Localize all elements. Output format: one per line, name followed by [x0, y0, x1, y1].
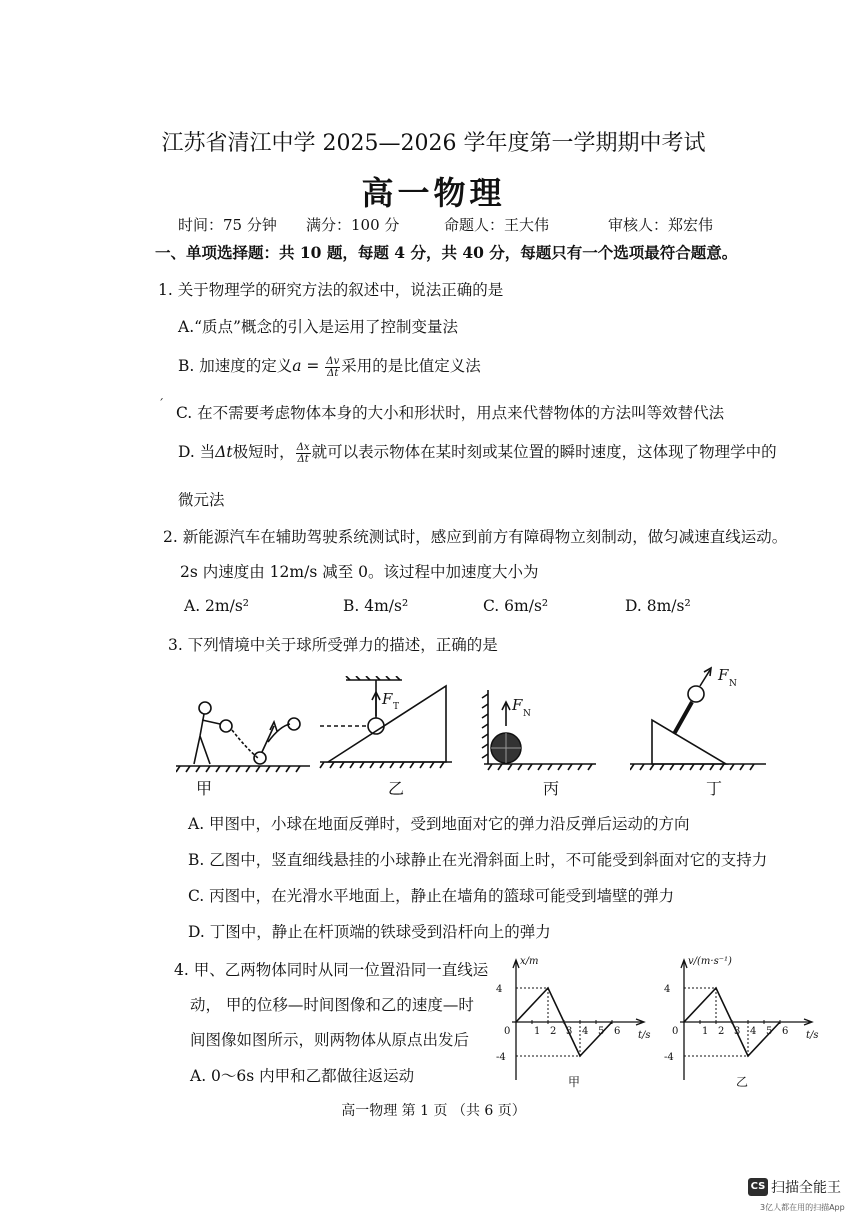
data-point [611, 1021, 613, 1023]
q1-c-mark: ˊ [158, 397, 164, 411]
q1-b-var: a [292, 357, 302, 375]
q4-option-a: A. 0～6s 内甲和乙都做往返运动 [190, 1067, 415, 1085]
figure-yi [318, 676, 452, 774]
data-point [579, 1055, 581, 1057]
exam-reviewer: 审核人：郑宏伟 [608, 216, 714, 234]
x-tick-label: 4 [582, 1026, 589, 1037]
x-tick-label: 1 [534, 1026, 541, 1037]
caption-yi: 乙 [388, 779, 405, 798]
q2-option-a: A. 2m/s² [184, 597, 249, 615]
q1-d-var: Δt [215, 443, 233, 461]
exam-time: 时间：75 分钟 [178, 216, 277, 234]
figure-jia [176, 686, 310, 774]
scanner-stamp [748, 1176, 841, 1197]
q4-line2: 动， 甲的位移—时间图像和乙的速度—时 [190, 996, 474, 1014]
scanner-name: 扫描全能王 [771, 1179, 841, 1196]
q1-d-fraction [296, 442, 311, 465]
graph-yi [660, 952, 832, 1092]
caption-bing: 丙 [543, 779, 560, 798]
data-point [747, 1055, 749, 1057]
data-point [515, 1021, 517, 1023]
q2-option-c: C. 6m/s² [483, 597, 549, 615]
q2-line2: 2s 内速度由 12m/s 减至 0。该过程中加速度大小为 [180, 563, 539, 581]
q4-line1: 4. 甲、乙两物体同时从同一位置沿同一直线运 [174, 961, 489, 979]
y-tick-label: 4 [496, 984, 503, 995]
x-axis-label: t/s [806, 1030, 819, 1041]
scanner-logo: CS [748, 1178, 768, 1196]
q3-stem: 3. 下列情境中关于球所受弹力的描述，正确的是 [168, 636, 498, 654]
q1-option-d-cont: 微元法 [178, 491, 225, 509]
exam-author: 命题人：王大伟 [444, 216, 550, 234]
x-axis-label: t/s [638, 1030, 651, 1041]
q1-b-den: Δt [327, 367, 339, 379]
label-fn-sub: N [523, 709, 531, 719]
x-tick-label: 6 [614, 1026, 621, 1037]
q1-b-suffix: 采用的是比值定义法 [341, 357, 481, 375]
label-fn-ding-sub: N [729, 679, 737, 689]
q2-line1: 2. 新能源汽车在辅助驾驶系统测试时，感应到前方有障碍物立刻制动，做匀减速直线运动。 [163, 528, 788, 546]
x-tick-label: 4 [750, 1026, 757, 1037]
q1-option-d [178, 440, 777, 465]
q1-b-fraction [325, 356, 340, 379]
q1-d-num: Δx [296, 441, 310, 453]
label-fn-ding: F [718, 666, 729, 684]
q1-option-c: C. 在不需要考虑物体本身的大小和形状时，用点来代替物体的方法叫等效替代法 [176, 404, 725, 422]
q1-option-b [178, 354, 481, 379]
q3-option-d: D. 丁图中，静止在杆顶端的铁球受到沿杆向上的弹力 [188, 923, 551, 941]
x-tick-label: 0 [504, 1026, 511, 1037]
y-axis-label: v/(m·s⁻¹) [688, 956, 732, 967]
x-tick-label: 5 [766, 1026, 773, 1037]
y-tick-label: 4 [664, 984, 671, 995]
scanner-tagline: 3亿人都在用的扫描App [760, 1203, 845, 1212]
caption-jia: 甲 [196, 779, 213, 798]
q3-option-b: B. 乙图中，竖直细线悬挂的小球静止在光滑斜面上时，不可能受到斜面对它的支持力 [188, 851, 768, 869]
x-tick-label: 5 [598, 1026, 605, 1037]
q1-b-eq: = [301, 357, 325, 375]
x-tick-label: 3 [566, 1026, 573, 1037]
subject-title: 高一物理 [361, 174, 506, 212]
q3-option-a: A. 甲图中，小球在地面反弹时，受到地面对它的弹力沿反弹后运动的方向 [188, 815, 690, 833]
data-point [547, 987, 549, 989]
x-tick-label: 0 [672, 1026, 679, 1037]
q4-line3: 间图像如图所示，则两物体从原点出发后 [190, 1031, 470, 1049]
label-ft: F [382, 690, 393, 708]
q1-b-num: Δv [326, 355, 340, 367]
x-tick-label: 2 [550, 1026, 557, 1037]
y-tick-label: -4 [496, 1052, 506, 1063]
figure-bing [476, 680, 600, 774]
graph-jia [492, 952, 664, 1092]
graph-title: 甲 [568, 1075, 581, 1089]
label-fn: F [512, 696, 523, 714]
graph-title: 乙 [736, 1075, 749, 1089]
q1-option-a: A.“质点”概念的引入是运用了控制变量法 [178, 318, 458, 336]
q3-option-c: C. 丙图中，在光滑水平地面上，静止在墙角的篮球可能受到墙壁的弹力 [188, 887, 675, 905]
q2-option-b: B. 4m/s² [343, 597, 409, 615]
x-tick-label: 2 [718, 1026, 725, 1037]
section-heading: 一、单项选择题：共 10 题，每题 4 分，共 40 分，每题只有一个选项最符合题意。 [155, 243, 738, 262]
caption-ding: 丁 [706, 779, 723, 798]
q1-d-prefix: D. 当 [178, 443, 216, 461]
x-tick-label: 3 [734, 1026, 741, 1037]
q2-option-d: D. 8m/s² [625, 597, 691, 615]
q1-d-mid: 极短时， [232, 443, 295, 461]
q1-stem: 1. 关于物理学的研究方法的叙述中，说法正确的是 [158, 281, 504, 299]
q1-d-suffix: 就可以表示物体在某时刻或某位置的瞬时速度，这体现了物理学中的 [311, 443, 777, 461]
figure-ding [630, 664, 766, 774]
data-point [715, 987, 717, 989]
x-tick-label: 6 [782, 1026, 789, 1037]
y-axis-label: x/m [520, 956, 539, 967]
data-point [683, 1021, 685, 1023]
q1-b-prefix: B. 加速度的定义 [178, 357, 293, 375]
q1-d-den: Δt [297, 453, 309, 465]
exam-title: 江苏省清江中学 2025—2026 学年度第一学期期中考试 [161, 131, 706, 156]
exam-score: 满分：100 分 [306, 216, 400, 234]
page-footer: 高一物理 第 1 页 （共 6 页） [341, 1103, 526, 1119]
x-tick-label: 1 [702, 1026, 709, 1037]
y-tick-label: -4 [664, 1052, 674, 1063]
label-ft-sub: T [393, 702, 400, 712]
data-point [779, 1021, 781, 1023]
